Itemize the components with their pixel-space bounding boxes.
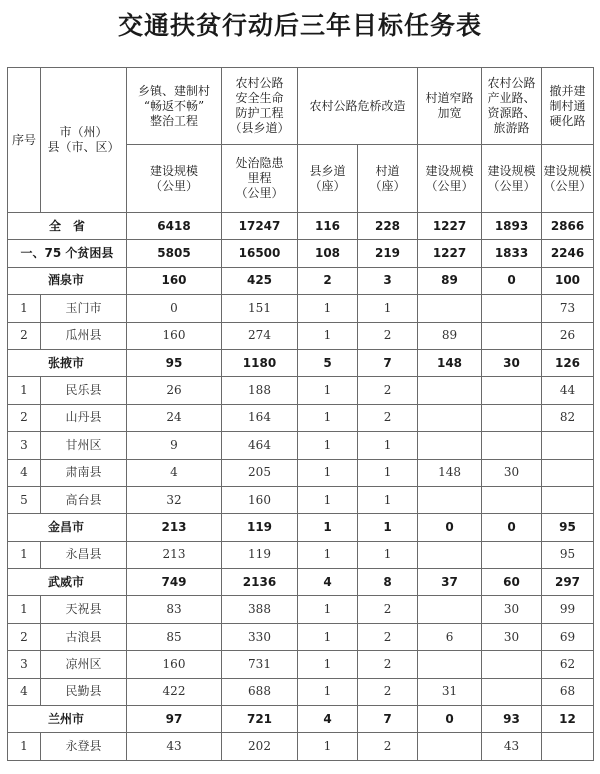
cell-c1: 0	[127, 295, 222, 322]
cell-c6	[482, 486, 542, 513]
cell-c1: 213	[127, 541, 222, 568]
cell-c5	[418, 404, 482, 431]
cell-c4: 228	[358, 213, 418, 240]
row-seq: 1	[8, 596, 41, 623]
cell-c4: 2	[358, 733, 418, 760]
cell-c7: 126	[542, 349, 594, 376]
county-name: 高台县	[41, 486, 127, 513]
row-seq: 3	[8, 651, 41, 678]
cell-c2: 464	[222, 432, 298, 459]
cell-c4: 3	[358, 267, 418, 294]
county-name: 山丹县	[41, 404, 127, 431]
cell-c5: 1227	[418, 213, 482, 240]
cell-c3: 4	[298, 569, 358, 596]
cell-c3: 108	[298, 240, 358, 267]
cell-c1: 24	[127, 404, 222, 431]
cell-c7	[542, 486, 594, 513]
cell-c4: 2	[358, 678, 418, 705]
county-name: 肃南县	[41, 459, 127, 486]
region-name: 金昌市	[8, 514, 127, 541]
table-row-subtotal	[8, 569, 594, 596]
cell-c3: 1	[298, 678, 358, 705]
county-name: 玉门市	[41, 295, 127, 322]
row-seq: 4	[8, 459, 41, 486]
header-col1: 乡镇、建制村 “畅返不畅” 整治工程	[127, 68, 222, 145]
table-row	[8, 623, 594, 650]
cell-c2: 2136	[222, 569, 298, 596]
header-seq: 序号	[8, 68, 41, 213]
cell-c4: 2	[358, 623, 418, 650]
cell-c2: 274	[222, 322, 298, 349]
county-name: 民勤县	[41, 678, 127, 705]
row-seq: 1	[8, 295, 41, 322]
cell-c3: 1	[298, 377, 358, 404]
cell-c7: 95	[542, 514, 594, 541]
cell-c1: 26	[127, 377, 222, 404]
cell-c2: 721	[222, 706, 298, 733]
cell-c1: 9	[127, 432, 222, 459]
cell-c3: 5	[298, 349, 358, 376]
cell-c5: 6	[418, 623, 482, 650]
cell-c4: 2	[358, 651, 418, 678]
cell-c4: 1	[358, 432, 418, 459]
cell-c6	[482, 295, 542, 322]
cell-c2: 1180	[222, 349, 298, 376]
cell-c6: 93	[482, 706, 542, 733]
table-row	[8, 432, 594, 459]
header-col6: 撤并建 制村通 硬化路	[542, 68, 594, 145]
cell-c6	[482, 651, 542, 678]
cell-c3: 1	[298, 623, 358, 650]
table-row	[8, 651, 594, 678]
cell-c6: 0	[482, 514, 542, 541]
county-name: 古浪县	[41, 623, 127, 650]
cell-c6: 30	[482, 623, 542, 650]
row-seq: 2	[8, 404, 41, 431]
region-name: 一、75 个贫困县	[8, 240, 127, 267]
cell-c2: 119	[222, 541, 298, 568]
cell-c3: 4	[298, 706, 358, 733]
cell-c7: 44	[542, 377, 594, 404]
cell-c1: 85	[127, 623, 222, 650]
cell-c5: 148	[418, 349, 482, 376]
header-col5: 农村公路 产业路、 资源路、 旅游路	[482, 68, 542, 145]
cell-c4: 7	[358, 706, 418, 733]
row-seq: 2	[8, 322, 41, 349]
cell-c3: 1	[298, 404, 358, 431]
cell-c2: 688	[222, 678, 298, 705]
cell-c3: 1	[298, 596, 358, 623]
cell-c1: 160	[127, 651, 222, 678]
table-row	[8, 377, 594, 404]
cell-c6	[482, 322, 542, 349]
cell-c6: 60	[482, 569, 542, 596]
cell-c5	[418, 541, 482, 568]
table-row-subtotal	[8, 240, 594, 267]
cell-c6	[482, 678, 542, 705]
table-row-subtotal	[8, 213, 594, 240]
header-sub3a: 县乡道 （座）	[298, 145, 358, 213]
county-name: 凉州区	[41, 651, 127, 678]
cell-c5: 148	[418, 459, 482, 486]
cell-c2: 164	[222, 404, 298, 431]
cell-c5: 1227	[418, 240, 482, 267]
cell-c4: 8	[358, 569, 418, 596]
cell-c1: 97	[127, 706, 222, 733]
cell-c1: 83	[127, 596, 222, 623]
county-name: 天祝县	[41, 596, 127, 623]
target-task-table	[7, 67, 594, 761]
cell-c1: 5805	[127, 240, 222, 267]
cell-c7: 2866	[542, 213, 594, 240]
cell-c3: 1	[298, 322, 358, 349]
cell-c7: 12	[542, 706, 594, 733]
cell-c1: 6418	[127, 213, 222, 240]
cell-c7	[542, 459, 594, 486]
cell-c6: 30	[482, 459, 542, 486]
county-name: 瓜州县	[41, 322, 127, 349]
cell-c7: 68	[542, 678, 594, 705]
cell-c2: 388	[222, 596, 298, 623]
cell-c7	[542, 733, 594, 760]
cell-c5	[418, 651, 482, 678]
cell-c1: 160	[127, 267, 222, 294]
cell-c3: 1	[298, 733, 358, 760]
region-name: 武威市	[8, 569, 127, 596]
cell-c2: 425	[222, 267, 298, 294]
cell-c3: 116	[298, 213, 358, 240]
cell-c5: 89	[418, 267, 482, 294]
table-row	[8, 678, 594, 705]
table-row	[8, 295, 594, 322]
cell-c2: 16500	[222, 240, 298, 267]
cell-c4: 219	[358, 240, 418, 267]
row-seq: 1	[8, 377, 41, 404]
cell-c3: 1	[298, 459, 358, 486]
row-seq: 3	[8, 432, 41, 459]
header-col2: 农村公路 安全生命 防护工程 （县乡道）	[222, 68, 298, 145]
table-row	[8, 459, 594, 486]
cell-c4: 2	[358, 404, 418, 431]
cell-c6: 43	[482, 733, 542, 760]
cell-c7	[542, 432, 594, 459]
region-name: 兰州市	[8, 706, 127, 733]
cell-c6: 0	[482, 267, 542, 294]
cell-c4: 1	[358, 514, 418, 541]
row-seq: 5	[8, 486, 41, 513]
cell-c3: 1	[298, 651, 358, 678]
cell-c2: 151	[222, 295, 298, 322]
cell-c5	[418, 377, 482, 404]
cell-c6: 1893	[482, 213, 542, 240]
cell-c3: 1	[298, 486, 358, 513]
county-name: 甘州区	[41, 432, 127, 459]
cell-c1: 95	[127, 349, 222, 376]
cell-c3: 2	[298, 267, 358, 294]
cell-c7: 2246	[542, 240, 594, 267]
region-name: 酒泉市	[8, 267, 127, 294]
cell-c6	[482, 432, 542, 459]
cell-c2: 188	[222, 377, 298, 404]
header-sub2: 处治隐患 里程 （公里）	[222, 145, 298, 213]
header-sub4: 建设规模 （公里）	[418, 145, 482, 213]
table-row	[8, 404, 594, 431]
cell-c5: 89	[418, 322, 482, 349]
cell-c4: 2	[358, 377, 418, 404]
region-name: 全 省	[8, 213, 127, 240]
cell-c1: 32	[127, 486, 222, 513]
cell-c1: 160	[127, 322, 222, 349]
cell-c2: 17247	[222, 213, 298, 240]
cell-c2: 202	[222, 733, 298, 760]
cell-c2: 205	[222, 459, 298, 486]
header-col3: 农村公路危桥改造	[298, 68, 418, 145]
header-region: 市（州） 县（市、区）	[41, 68, 127, 213]
cell-c5: 0	[418, 514, 482, 541]
cell-c5: 31	[418, 678, 482, 705]
cell-c6	[482, 377, 542, 404]
row-seq: 1	[8, 733, 41, 760]
cell-c6: 1833	[482, 240, 542, 267]
header-sub5: 建设规模 （公里）	[482, 145, 542, 213]
cell-c1: 422	[127, 678, 222, 705]
cell-c1: 213	[127, 514, 222, 541]
county-name: 永昌县	[41, 541, 127, 568]
cell-c7: 82	[542, 404, 594, 431]
cell-c4: 1	[358, 541, 418, 568]
row-seq: 4	[8, 678, 41, 705]
cell-c1: 4	[127, 459, 222, 486]
cell-c3: 1	[298, 432, 358, 459]
cell-c3: 1	[298, 514, 358, 541]
table-row	[8, 541, 594, 568]
cell-c4: 2	[358, 322, 418, 349]
header-sub3b: 村道 （座）	[358, 145, 418, 213]
table-row	[8, 486, 594, 513]
cell-c2: 160	[222, 486, 298, 513]
cell-c3: 1	[298, 541, 358, 568]
cell-c7: 69	[542, 623, 594, 650]
cell-c7: 95	[542, 541, 594, 568]
cell-c5	[418, 733, 482, 760]
row-seq: 1	[8, 541, 41, 568]
cell-c3: 1	[298, 295, 358, 322]
cell-c7: 26	[542, 322, 594, 349]
cell-c6	[482, 404, 542, 431]
page-title: 交通扶贫行动后三年目标任务表	[117, 11, 482, 40]
cell-c4: 1	[358, 459, 418, 486]
cell-c5: 37	[418, 569, 482, 596]
cell-c4: 1	[358, 295, 418, 322]
cell-c5	[418, 596, 482, 623]
cell-c5	[418, 295, 482, 322]
cell-c5: 0	[418, 706, 482, 733]
cell-c6: 30	[482, 596, 542, 623]
county-name: 永登县	[41, 733, 127, 760]
table-row-subtotal	[8, 267, 594, 294]
cell-c4: 2	[358, 596, 418, 623]
cell-c1: 749	[127, 569, 222, 596]
table-row	[8, 322, 594, 349]
cell-c6: 30	[482, 349, 542, 376]
row-seq: 2	[8, 623, 41, 650]
table-row	[8, 596, 594, 623]
cell-c7: 62	[542, 651, 594, 678]
county-name: 民乐县	[41, 377, 127, 404]
table-row-subtotal	[8, 514, 594, 541]
cell-c5	[418, 432, 482, 459]
cell-c2: 119	[222, 514, 298, 541]
cell-c5	[418, 486, 482, 513]
cell-c7: 297	[542, 569, 594, 596]
table-row-subtotal	[8, 706, 594, 733]
cell-c2: 731	[222, 651, 298, 678]
cell-c1: 43	[127, 733, 222, 760]
cell-c7: 73	[542, 295, 594, 322]
header-sub6: 建设规模 （公里）	[542, 145, 594, 213]
region-name: 张掖市	[8, 349, 127, 376]
table-row	[8, 733, 594, 760]
cell-c2: 330	[222, 623, 298, 650]
cell-c7: 99	[542, 596, 594, 623]
table-row-subtotal	[8, 349, 594, 376]
header-sub1: 建设规模 （公里）	[127, 145, 222, 213]
cell-c4: 1	[358, 486, 418, 513]
cell-c6	[482, 541, 542, 568]
header-col4: 村道窄路 加宽	[418, 68, 482, 145]
cell-c4: 7	[358, 349, 418, 376]
cell-c7: 100	[542, 267, 594, 294]
